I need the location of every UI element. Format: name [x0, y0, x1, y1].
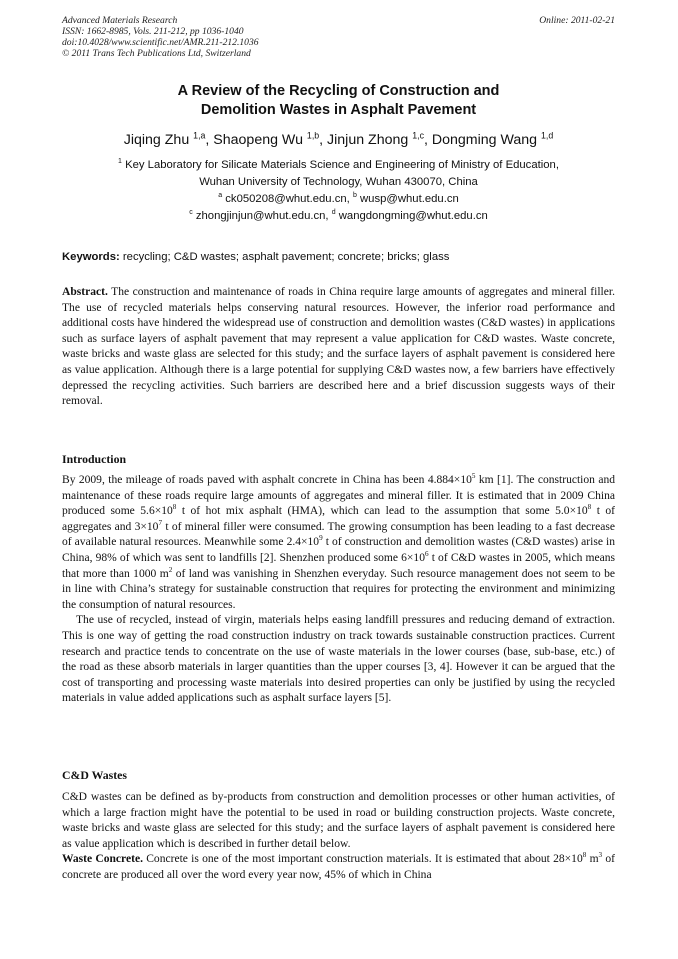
introduction-heading: Introduction: [62, 452, 127, 466]
author-affil-mark: 1,d: [541, 130, 554, 141]
text-run: t of aggregates and 3×10: [62, 505, 615, 533]
email: ck050208@whut.edu.cn: [225, 193, 347, 205]
text-run: t of hot mix asphalt (HMA), which can lead to the assumption that some 5.0×10: [176, 505, 588, 518]
keywords-text: recycling; C&D wastes; asphalt pavement; concrete; bricks; glass: [122, 251, 450, 263]
text-run: Concrete is one of the most important construction materials. It is estimated that about 28×10: [142, 853, 583, 866]
exponent: 3: [598, 851, 603, 860]
exponent: 8: [172, 503, 177, 512]
abstract-text: The construction and maintenance of roads in China require large amounts of aggregates and mineral filler. The use of recycled materials helps conserving natural resources. However, the inferior road performance and additional costs have hindered the widespread use of construction and demolition wastes (C&D wastes) in applications such as surface layers of asphalt pavement that may represent a value application for C&D wastes. Waste concrete, waste bricks and waste glass are selected for this study; and the surface layers of asphalt pavement is considered here as value application. Although there is a large potential for supplying C&D wastes now, a few barriers have effectively depressed the recycling activities. Such barriers are described here and a brief discussion suggests ways of their removal.: [62, 286, 615, 408]
text-run: t of construction and demolition wastes (C&D wastes) arise in China, 98% of which was sent to landfills [2]. Shenzhen produced some 6×10: [62, 536, 615, 564]
cd-wastes-heading: C&D Wastes: [62, 768, 127, 782]
affil-mark: 1: [118, 158, 122, 166]
author-name: Shaopeng Wu: [213, 132, 303, 148]
keywords: [62, 250, 615, 265]
email-mark: a: [218, 192, 223, 200]
abstract: [62, 285, 615, 410]
affiliation-text: Key Laboratory for Silicate Materials Science and Engineering of Ministry of Education,: [125, 159, 559, 171]
intro-paragraph-2: The use of recycled, instead of virgin, materials helps easing landfill pressures and reducing demand of extraction. This is one way of getting the road construction industry on track towards sustainable construction practices. Current research and practice tends to concentrate on the use of waste materials in the lower courses (base, sub-base, etc.) of the road as these absorb materials in larger quantities than the upper courses [3, 4]. However it can be argued that the cost of transporting and processing waste materials into desired properties can only be justified by using the recycled materials in value added applications such as asphalt surface layers [5].: [62, 614, 615, 705]
exponent: 9: [319, 534, 323, 543]
author-affil-mark: 1,c: [412, 130, 424, 141]
abstract-label: Abstract.: [62, 286, 108, 298]
author-name: Dongming Wang: [431, 132, 538, 148]
text-run: t of C&D wastes in 2005, which means that more than 1000 m: [62, 551, 616, 580]
email: zhongjinjun@whut.edu.cn: [195, 210, 326, 222]
copyright-line: © 2011 Trans Tech Publications Ltd, Switzerland: [62, 48, 251, 59]
email-line-2: $^c$ zhongjinjun@whut.edu.cn, $^d$ wangdongming@whut.edu.cn: [189, 209, 488, 222]
exponent: 2: [168, 565, 173, 574]
title-line-1: A Review of the Recycling of Construction and: [177, 83, 500, 99]
text-run: of land was vanishing in Shenzhen everyday. Such resource management does not seem to be in line with China’s strategy for sustainable construction that requires for protecting the environment and minimizing the consumption of natural resources.: [62, 567, 615, 611]
text-run: t of mineral filler were consumed. The growing consumption has been leading to a fast decrease of available natural resources. Meanwhile some 2.4×10: [62, 520, 615, 549]
email-mark: c: [189, 209, 193, 217]
email: wangdongming@whut.edu.cn: [338, 210, 488, 222]
exponent: 6: [424, 550, 429, 559]
text-run: of concrete are produced all over the word every year now, 45% of which in China: [62, 853, 615, 881]
online-date: Online: 2011-02-21: [539, 15, 615, 26]
affiliation-line-2: Wuhan University of Technology, Wuhan 430070, China: [199, 176, 478, 188]
author-affil-mark: 1,a: [193, 130, 206, 141]
email-line-1: $^a$ ck050208@whut.edu.cn, $^b$ wusp@whut.edu.cn: [218, 192, 459, 205]
exponent: 8: [582, 851, 587, 860]
paper-title: [62, 82, 615, 120]
exponent: 8: [587, 503, 592, 512]
email-mark: d: [331, 209, 336, 217]
email: wusp@whut.edu.cn: [360, 193, 459, 205]
keywords-label: Keywords:: [62, 251, 120, 263]
text-run: km [1]. The construction and maintenance of these roads require large amounts of aggregates and mineral filler. It is estimated that in 2009 China produced some 5.6×10: [62, 474, 615, 518]
author-list: Jiqing Zhu $^{1,a}$, Shaopeng Wu $^{1,b}$, Jinjun Zhong $^{1,c}$, Dongming Wang $^{1,d}$: [123, 130, 554, 148]
cd-paragraph-2: [62, 852, 615, 883]
affiliation-block: [62, 157, 615, 225]
intro-paragraph-1: [62, 473, 615, 613]
email-mark: b: [352, 192, 357, 200]
author-name: Jiqing Zhu: [123, 132, 190, 148]
title-line-2: Demolition Wastes in Asphalt Pavement: [200, 102, 477, 118]
journal-name: Advanced Materials Research: [62, 15, 178, 26]
text-run: m: [586, 853, 599, 866]
exponent: 5: [471, 472, 476, 481]
author-name: Jinjun Zhong: [327, 132, 409, 148]
issn-line: ISSN: 1662-8985, Vols. 211-212, pp 1036-1040: [62, 26, 244, 37]
introduction-body: [62, 473, 615, 707]
cd-wastes-body: [62, 790, 615, 884]
exponent: 7: [158, 518, 163, 527]
waste-concrete-label: Waste Concrete.: [62, 853, 143, 866]
author-affil-mark: 1,b: [306, 130, 320, 141]
cd-paragraph-1: C&D wastes can be defined as by-products from construction and demolition processes or other human activities, of which a large fraction might have the potential to be used in road or building construction projects. Waste concrete, waste bricks and waste glass are selected for this study; and the surface layers of asphalt pavement is considered here as value application which is described in further detail below.: [62, 791, 615, 850]
doi-line: doi:10.4028/www.scientific.net/AMR.211-212.1036: [62, 37, 259, 48]
affiliation-line-1: [62, 157, 615, 174]
journal-header: [62, 15, 615, 59]
text-run: By 2009, the mileage of roads paved with asphalt concrete in China has been 4.884×10: [62, 474, 472, 486]
